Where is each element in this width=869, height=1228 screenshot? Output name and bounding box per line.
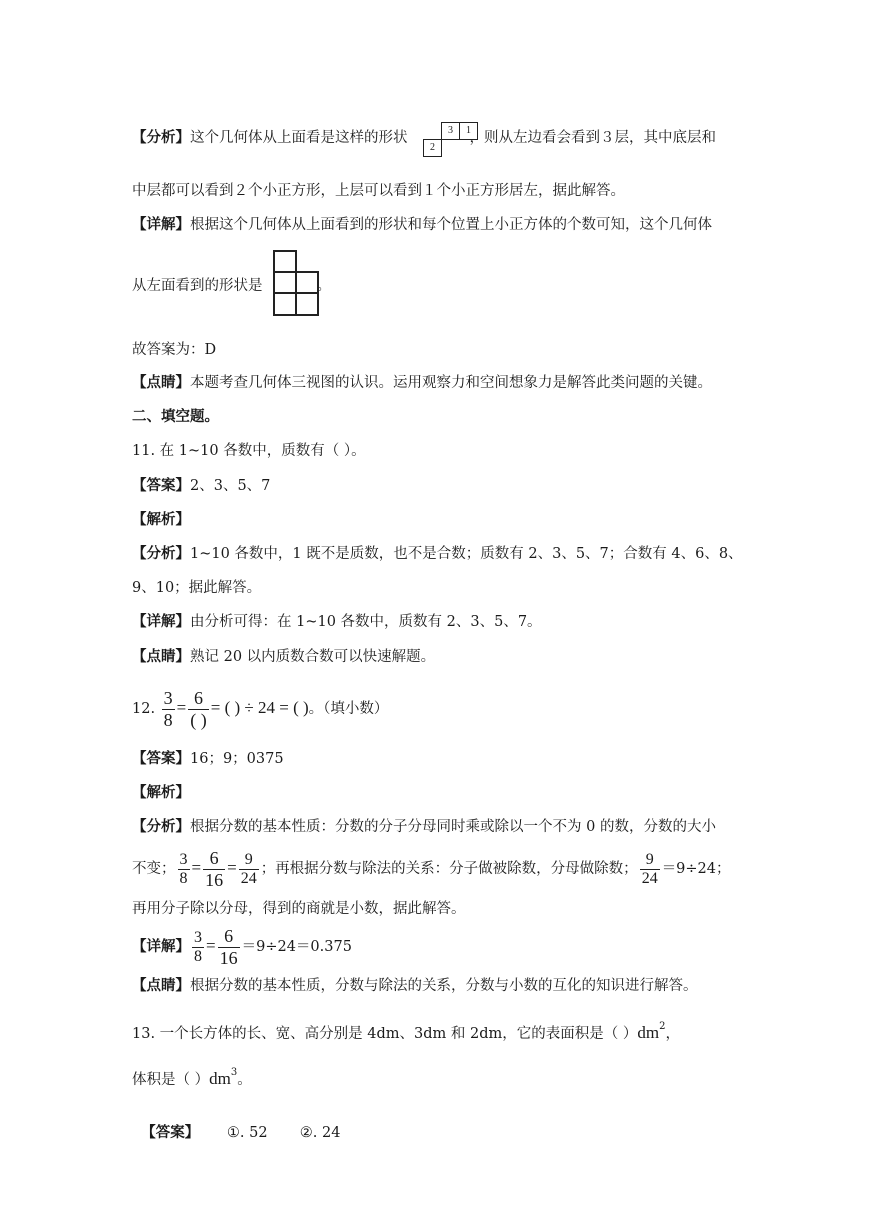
denominator: 16 [219, 947, 238, 968]
left-view-cell-bot-left [273, 292, 297, 316]
analysis-11-line-1 [132, 544, 743, 564]
question-13-volume: 体积是（ ） [132, 1072, 210, 1088]
detail-text-pre: 从左面看到的形状是 [132, 278, 263, 294]
detail-11 [132, 612, 542, 632]
top-view-cell-1: 1 [459, 122, 478, 140]
answer-12 [132, 749, 284, 769]
remark-text: 本题考查几何体三视图的认识。运用观察力和空间想象力是解答此类问题的关键。 [190, 375, 712, 391]
punct: 。 [237, 1072, 252, 1088]
analysis-12-text: 根据分数的基本性质：分数的分子分母同时乘或除以一个不为 0 的数，分数的大小 [190, 819, 716, 835]
fraction-6-16 [203, 848, 225, 891]
analysis-12-line-3: 再用分子除以分母，得到的商就是小数，据此解答。 [132, 901, 466, 917]
numerator: 3 [179, 850, 188, 868]
question-13-line-2 [132, 1063, 252, 1090]
explanation-12-heading: 【解析】 [132, 784, 190, 801]
numerator: 9 [645, 850, 654, 868]
q12-fraction-1 [162, 688, 175, 731]
numerator: 3 [194, 928, 202, 946]
analysis-text-pre: 这个几何体从上面看是这样的形状 [190, 130, 408, 146]
question-12-number: 12. [132, 701, 156, 717]
analysis-12-mid: ；再根据分数与除法的关系：分子做被除数，分母做除数； [260, 861, 638, 877]
q12-f2-denominator: ( ) [190, 709, 207, 730]
left-view-cell-mid-left [273, 271, 297, 294]
detail-text-post: 。 [316, 278, 331, 294]
denominator: 8 [179, 869, 188, 887]
fraction-9-24 [239, 851, 259, 888]
answer-line: 故答案为：D [132, 342, 217, 358]
analysis-12-line-1 [132, 817, 716, 837]
fraction-6-16 [218, 926, 240, 969]
top-view-cell-2: 2 [423, 139, 442, 157]
tag-remark: 【点睛】 [132, 977, 190, 994]
left-view-cell-top [273, 250, 297, 273]
analysis-12-post: ＝9÷24； [661, 861, 731, 877]
tag-analysis: 【分析】 [132, 818, 190, 835]
tag-remark: 【点睛】 [132, 648, 190, 665]
q12-hint: 。（填小数） [308, 701, 389, 717]
fraction-3-8 [192, 929, 204, 966]
top-view-figure [421, 122, 481, 158]
q12-fraction-2 [188, 688, 209, 731]
denominator: 24 [641, 869, 658, 887]
denominator: 8 [194, 947, 202, 965]
remark-line [132, 373, 712, 393]
analysis-line-2: 中层都可以看到２个小正方形，上层可以看到１个小正方形居左，据此解答。 [132, 183, 625, 199]
numerator: 6 [224, 925, 234, 946]
answer-13-text: ①. 52 ②. 24 [199, 1125, 341, 1141]
detail-line-1 [132, 215, 712, 235]
analysis-12-line-2: 不变； $\frac{3}{8}$ = $\frac{6}{16}$ = $\frac{9}{24}$ ；再根据分数与除法的关系：分子做被除数，分母做除数； $\frac{9}{24}$ ＝9÷24； [132, 847, 731, 890]
q12-equals: = [176, 698, 187, 717]
question-12 [132, 686, 388, 730]
answer-11-text: 2、3、5、7 [190, 478, 271, 494]
fraction-9-24-b [640, 851, 660, 888]
top-view-cell-3: 3 [441, 122, 460, 140]
numerator: 9 [244, 850, 253, 868]
explanation-11-heading: 【解析】 [132, 511, 190, 528]
unit-dm: dm [209, 1069, 231, 1088]
exponent: 3 [230, 1067, 238, 1078]
analysis-11-text: 1~10 各数中，1 既不是质数，也不是合数；质数有 2、3、5、7；合数有 4、6、8、 [190, 546, 743, 562]
remark-12 [132, 976, 698, 996]
detail-12: 【详解】 $\frac{3}{8}$ = $\frac{6}{16}$ ＝9÷24＝0.375 [132, 925, 352, 968]
left-view-cell-mid-right [295, 271, 319, 294]
q12-f1-denominator: 8 [163, 709, 173, 730]
tag-detail: 【详解】 [132, 216, 190, 233]
numerator: 6 [209, 847, 219, 868]
left-view-figure [273, 250, 321, 318]
denominator: 16 [205, 869, 224, 890]
tag-answer: 【答案】 [132, 750, 190, 767]
tag-answer: 【答案】 [132, 477, 190, 494]
tag-remark: 【点睛】 [132, 374, 190, 391]
fraction-3-8 [178, 851, 190, 888]
analysis-11-line-2: 9、10；据此解答。 [132, 580, 262, 596]
detail-11-text: 由分析可得：在 1~10 各数中，质数有 2、3、5、7。 [190, 614, 542, 630]
detail-12-post: ＝9÷24＝0.375 [241, 939, 352, 955]
exponent: 2 [659, 1021, 666, 1032]
tag-detail: 【详解】 [132, 938, 190, 955]
tag-analysis: 【分析】 [132, 129, 190, 146]
remark-12-text: 根据分数的基本性质，分数与除法的关系，分数与小数的互化的知识进行解答。 [190, 978, 698, 994]
q12-f1-numerator: 3 [163, 687, 173, 708]
unit-dm: dm [637, 1023, 660, 1042]
question-13-line-1 [132, 1017, 680, 1044]
question-11: 11. 在 1~10 各数中，质数有（ ）。 [132, 443, 366, 459]
section-heading: 二、填空题。 [132, 408, 219, 425]
remark-11 [132, 647, 435, 667]
analysis-text-post: ，则从左边看会看到３层，其中底层和 [469, 130, 716, 146]
analysis-12-pre: 不变； [132, 861, 176, 877]
left-view-cell-bot-right [295, 292, 319, 316]
q12-expression: = ( ) ÷ 24 = ( ) [210, 698, 309, 717]
tag-answer: 【答案】 [141, 1124, 200, 1141]
tag-detail: 【详解】 [132, 613, 190, 630]
answer-12-text: 16；9；0375 [190, 751, 284, 767]
punct: ， [665, 1026, 680, 1042]
remark-11-text: 熟记 20 以内质数合数可以快速解题。 [190, 649, 436, 665]
q12-f2-numerator: 6 [194, 687, 204, 708]
question-13-text: 13. 一个长方体的长、宽、高分别是 4dm、3dm 和 2dm，它的表面积是（ ） [132, 1026, 638, 1042]
denominator: 24 [240, 869, 257, 887]
answer-11 [132, 476, 270, 496]
detail-text: 根据这个几何体从上面看到的形状和每个位置上小正方体的个数可知，这个几何体 [190, 217, 712, 233]
answer-13 [132, 1103, 340, 1143]
tag-analysis: 【分析】 [132, 545, 190, 562]
